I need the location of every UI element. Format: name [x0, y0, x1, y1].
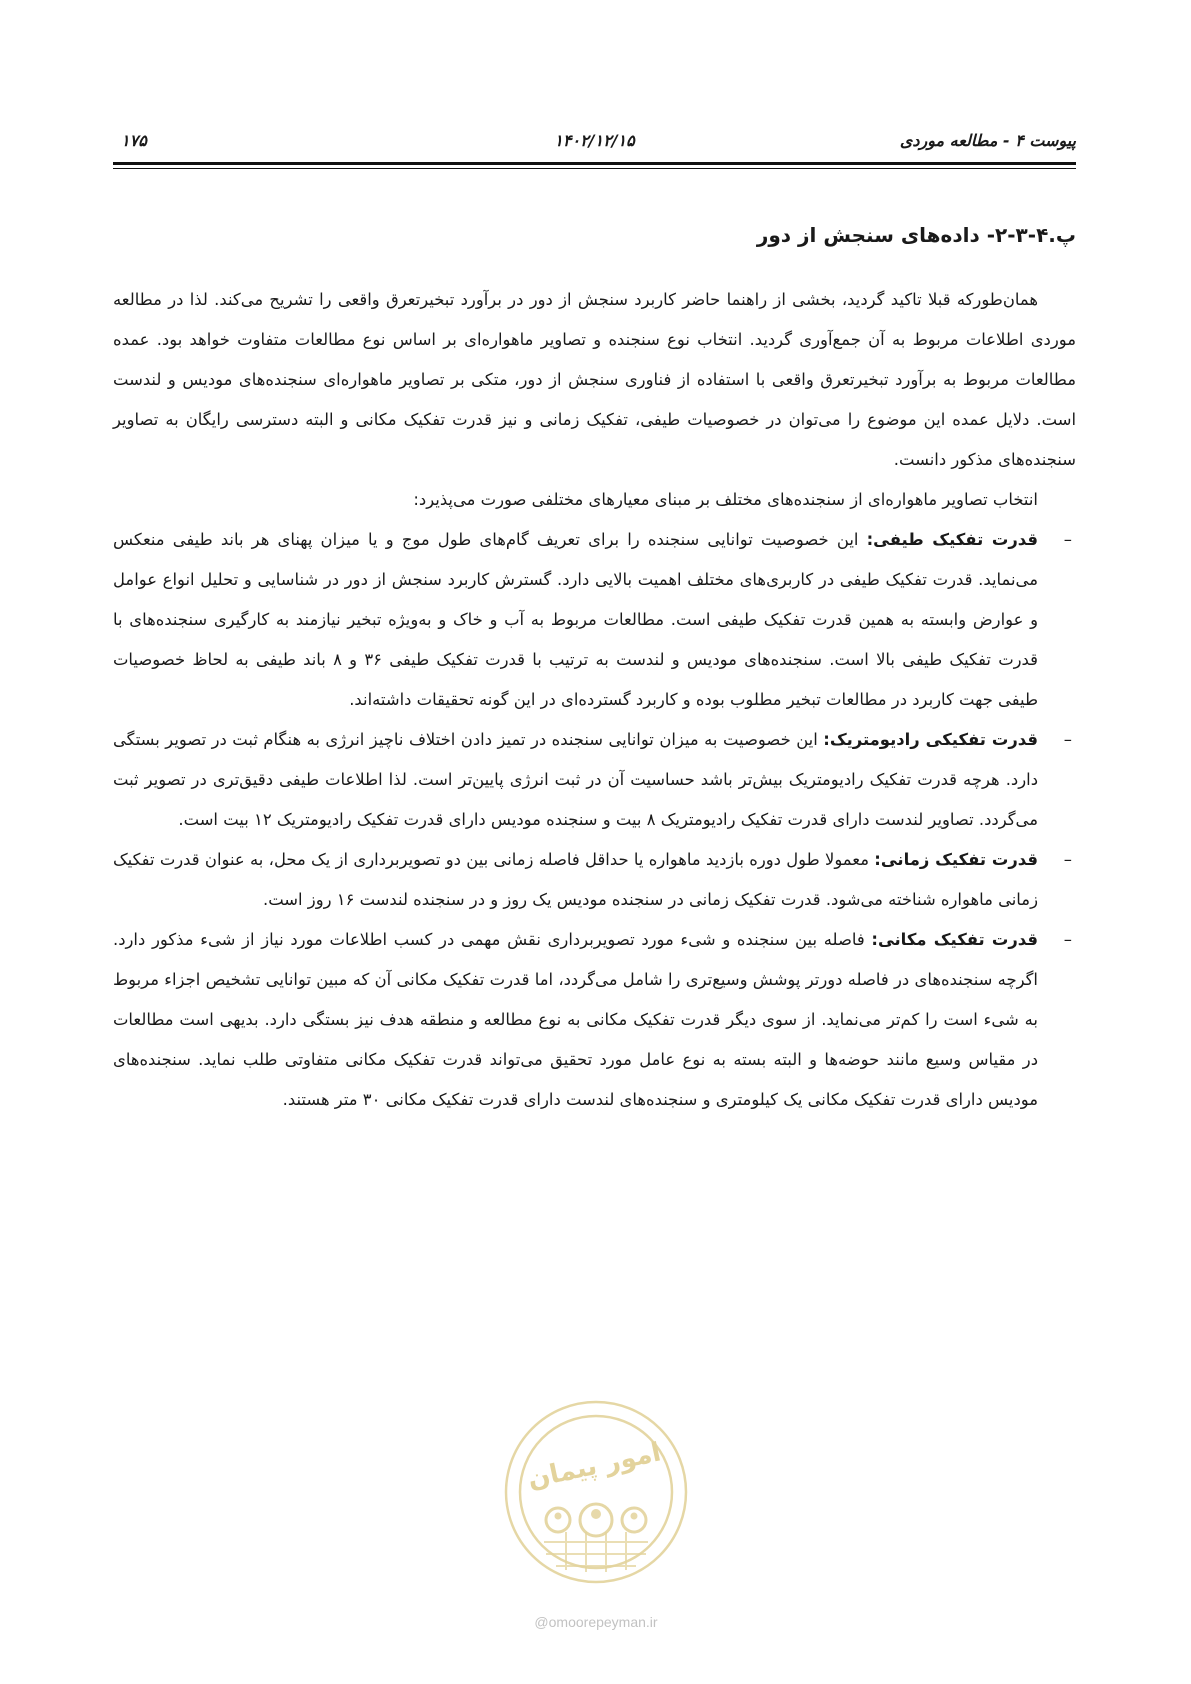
watermark-url: @omoorepeyman.ir — [534, 1614, 658, 1630]
page-header — [113, 128, 1076, 156]
bullet-text: فاصله بین سنجنده و شیء مورد تصویربرداری نقش مهمی در کسب اطلاعات مورد نیاز از شیء مذکور دارد. اگرچه سنجنده‌های در فاصله دورتر پوشش وسیع‌تری را شامل می‌گردد، اما قدرت تفکیک مکانی آن که مبین توانایی تشخیص اجزاء مربوط به شیء است را کم‌تر می‌نماید. از سوی دیگر قدرت تفکیک مکانی به نوع مطالعه و منطقه هدف نیز بستگی دارد. بدیهی است مطالعات در مقیاس وسیع مانند حوضه‌ها و البته بسته به نوع عامل مورد تحقیق می‌تواند قدرت تفکیک مکانی متفاوتی طلب نماید. سنجنده‌های مودیس دارای قدرت تفکیک مکانی یک کیلومتری و سنجنده‌های لندست دارای قدرت تفکیک مکانی ۳۰ متر هستند. — [113, 930, 1038, 1109]
section-title: پ.۴-۳-۲- داده‌های سنجش از دور — [756, 223, 1076, 247]
seal-logo — [496, 1392, 696, 1607]
bullet-dash: – — [1063, 730, 1072, 749]
body-content — [113, 280, 1076, 1120]
criteria-list — [113, 520, 1076, 1120]
chapter-title: پیوست ۴ - مطالعه موردی — [899, 131, 1076, 150]
criteria-intro: انتخاب تصاویر ماهواره‌ای از سنجنده‌های مختلف بر مبنای معیارهای مختلفی صورت می‌پذیرد: — [413, 490, 1038, 509]
list-item-spectral-resolution — [113, 520, 1076, 720]
list-item-radiometric-resolution — [113, 720, 1076, 840]
bullet-dash: – — [1063, 530, 1072, 549]
bullet-term: قدرت تفکیک زمانی: — [874, 850, 1039, 869]
bullet-dash: – — [1063, 930, 1072, 949]
bullet-text: این خصوصیت به میزان توانایی سنجنده در تمیز دادن اختلاف ناچیز انرژی به هنگام ثبت در تصویر بستگی دارد. هرچه قدرت تفکیک رادیومتریک بیش‌تر باشد حساسیت آن در ثبت انرژی پایین‌تر است. لذا اطلاعات طیفی دقیق‌تری در تصویر ثبت می‌گردد. تصاویر لندست دارای قدرت تفکیک رادیومتریک ۸ بیت و سنجنده مودیس دارای قدرت تفکیک رادیومتریک ۱۲ بیت است. — [113, 730, 1038, 829]
bullet-term: قدرت تفکیکی رادیومتریک: — [823, 730, 1039, 749]
watermark — [496, 1392, 696, 1642]
list-item-temporal-resolution — [113, 840, 1076, 920]
bullet-term: قدرت تفکیک مکانی: — [871, 930, 1038, 949]
page-number: ۱۷۵ — [121, 131, 147, 150]
seal-text: امور پیمان — [525, 1437, 664, 1495]
bullet-text: معمولا طول دوره بازدید ماهواره یا حداقل فاصله زمانی بین دو تصویربرداری از یک محل، به عنوان قدرت تفکیک زمانی ماهواره شناخته می‌شود. قدرت تفکیک زمانی در سنجنده مودیس یک روز و در سنجنده لندست ۱۶ روز است. — [113, 850, 1038, 909]
bullet-dash: – — [1063, 850, 1072, 869]
intro-paragraph: همان‌طورکه قبلا تاکید گردید، بخشی از راهنما حاضر کاربرد سنجش از دور در برآورد تبخیرتعرق واقعی را تشریح می‌کند. لذا در مطالعه موردی اطلاعات مربوط به آن جمع‌آوری گردید. انتخاب نوع سنجنده و تصاویر ماهواره‌ای بر اساس نوع مطالعات متفاوت خواهد بود. عمده مطالعات مربوط به برآورد تبخیرتعرق واقعی با استفاده از فناوری سنجش از دور، متکی بر تصاویر ماهواره‌ای سنجنده‌های مودیس و لندست است. دلایل عمده این موضوع را می‌توان در خصوصیات طیفی، تفکیک زمانی و نیز قدرت تفکیک مکانی و البته دسترسی رایگان به تصاویر سنجنده‌های مذکور دانست. — [113, 290, 1076, 469]
header-date: ۱۴۰۲/۱۲/۱۵ — [554, 131, 635, 150]
header-rule-thick — [113, 162, 1076, 165]
bullet-term: قدرت تفکیک طیفی: — [866, 530, 1038, 549]
bullet-text: این خصوصیت توانایی سنجنده را برای تعریف گام‌های طول موج و یا میزان پهنای هر باند طیفی منعکس می‌نماید. قدرت تفکیک طیفی در کاربری‌های مختلف اهمیت بالایی دارد. گسترش کاربرد سنجش از دور در شناسایی و تحلیل انواع عوامل و عوارض وابسته به همین قدرت تفکیک طیفی است. مطالعات مربوط به آب و خاک و به‌ویژه تبخیر نیازمند به کارگیری سنجنده‌های با قدرت تفکیک طیفی بالا است. سنجنده‌های مودیس و لندست به ترتیب با قدرت تفکیک طیفی ۳۶ و ۸ باند طیفی به لحاظ خصوصیات طیفی جهت کاربرد در مطالعات تبخیر مطلوب بوده و کاربرد گسترده‌ای در این گونه تحقیقات داشته‌اند. — [113, 530, 1038, 709]
header-rule-thin — [113, 168, 1076, 169]
list-item-spatial-resolution — [113, 920, 1076, 1120]
